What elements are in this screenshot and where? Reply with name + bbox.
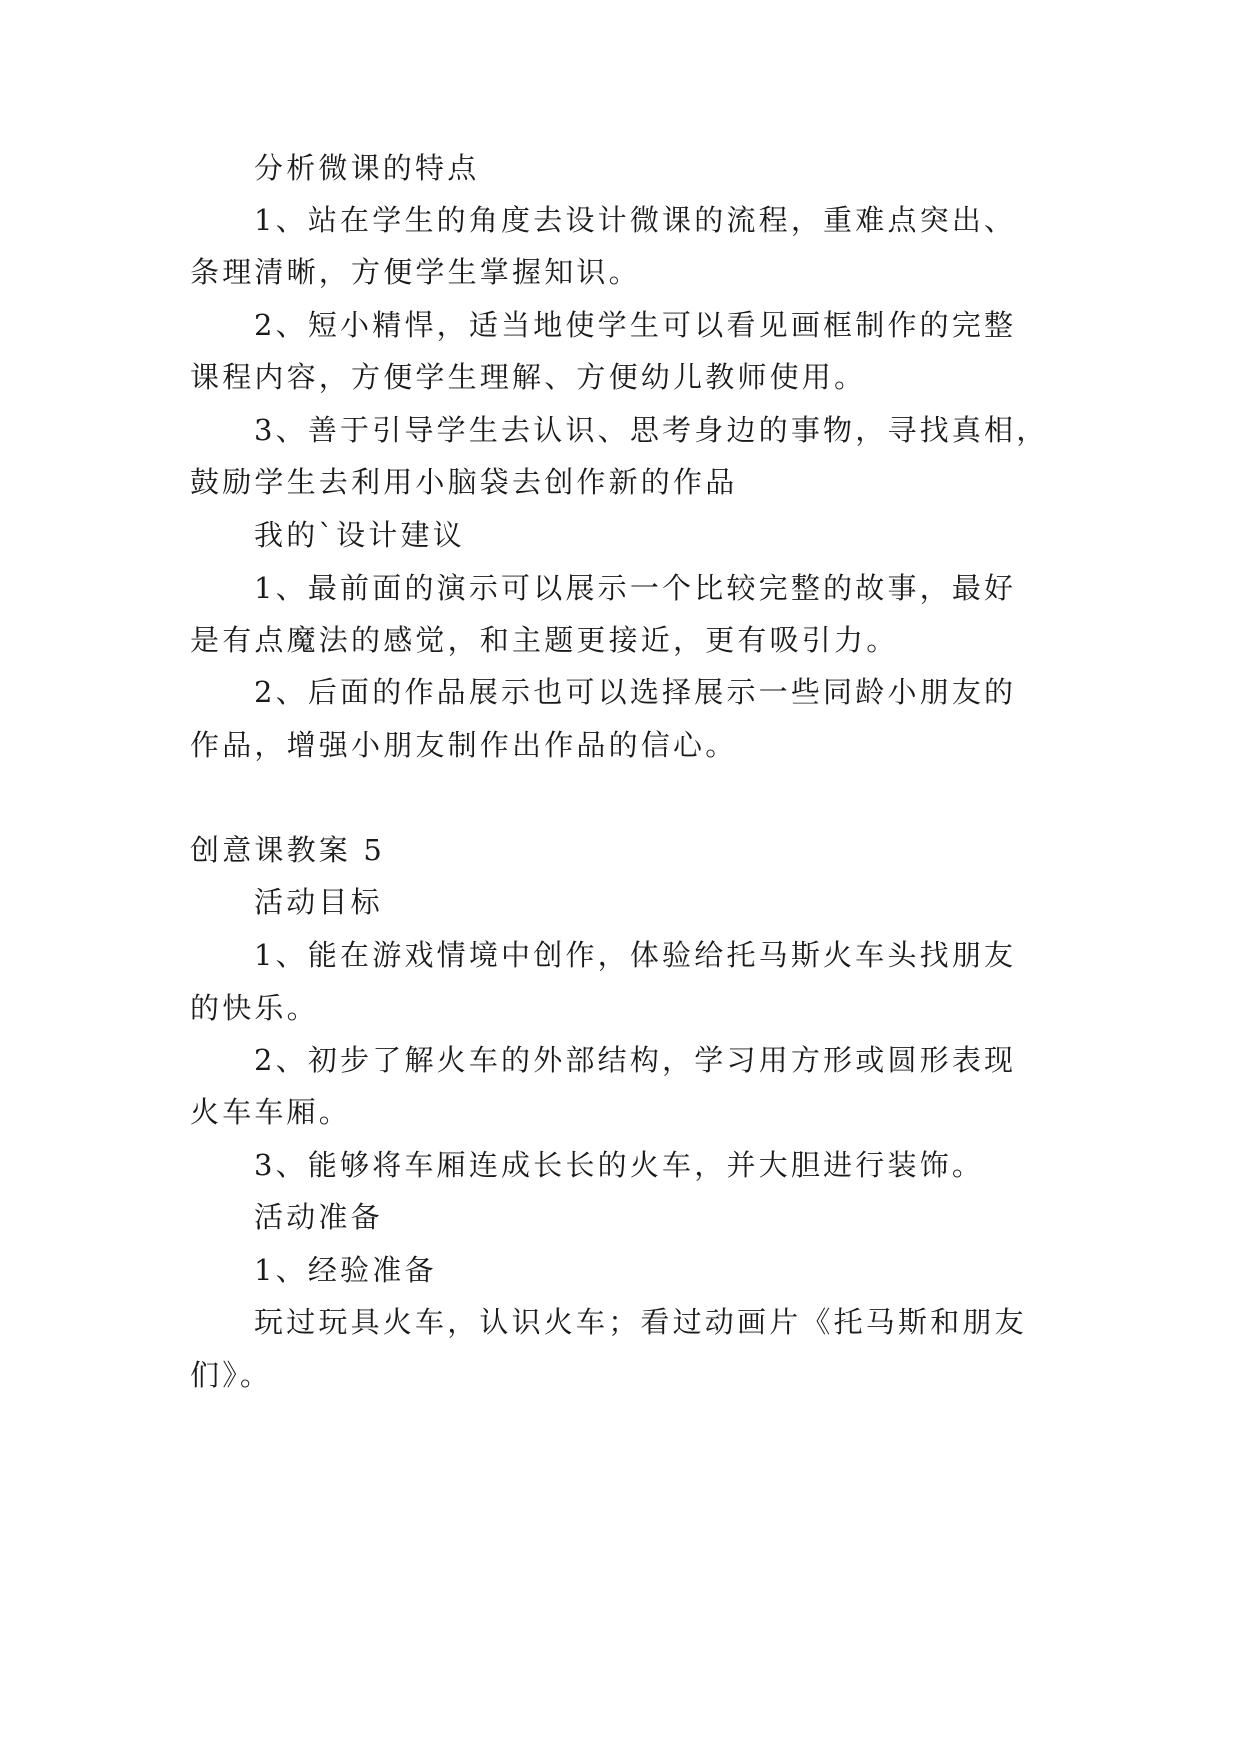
- subheading-experience: 1、经验准备: [254, 1253, 437, 1287]
- paragraph-line: 2、短小精悍，适当地使学生可以看见画框制作的完整: [254, 308, 1017, 342]
- paragraph-line: 们》。: [190, 1358, 273, 1392]
- paragraph-line: 2、初步了解火车的外部结构，学习用方形或圆形表现: [254, 1043, 1017, 1077]
- paragraph-line: 2、后面的作品展示也可以选择展示一些同龄小朋友的: [254, 675, 1017, 709]
- section-heading-suggestions: 我的`设计建议: [254, 518, 465, 552]
- paragraph-line: 鼓励学生去利用小脑袋去创作新的作品: [190, 465, 738, 499]
- paragraph-line: 是有点魔法的感觉，和主题更接近，更有吸引力。: [190, 623, 899, 657]
- paragraph-line: 玩过玩具火车，认识火车；看过动画片《托马斯和朋友: [254, 1305, 1027, 1339]
- paragraph-line: 条理清晰，方便学生掌握知识。: [190, 255, 641, 289]
- paragraph-line: 1、能在游戏情境中创作，体验给托马斯火车头找朋友: [254, 938, 1017, 972]
- paragraph-line: 课程内容，方便学生理解、方便幼儿教师使用。: [190, 360, 867, 394]
- paragraph-line: 1、最前面的演示可以展示一个比较完整的故事，最好: [254, 571, 1017, 605]
- paragraph-line: 3、善于引导学生去认识、思考身边的事物，寻找真相，: [254, 413, 1049, 447]
- paragraph-line: 作品，增强小朋友制作出作品的信心。: [190, 728, 738, 762]
- section-heading-micro-lesson: 分析微课的特点: [254, 151, 480, 185]
- paragraph-line: 3、能够将车厢连成长长的火车，并大胆进行装饰。: [254, 1148, 985, 1182]
- paragraph-line: 1、站在学生的角度去设计微课的流程，重难点突出、: [254, 203, 1017, 237]
- lesson-plan-title: 创意课教案 5: [190, 833, 386, 867]
- paragraph-line: 火车车厢。: [190, 1095, 352, 1129]
- section-heading-preparation: 活动准备: [254, 1200, 383, 1234]
- section-heading-goals: 活动目标: [254, 885, 383, 919]
- paragraph-line: 的快乐。: [190, 991, 319, 1025]
